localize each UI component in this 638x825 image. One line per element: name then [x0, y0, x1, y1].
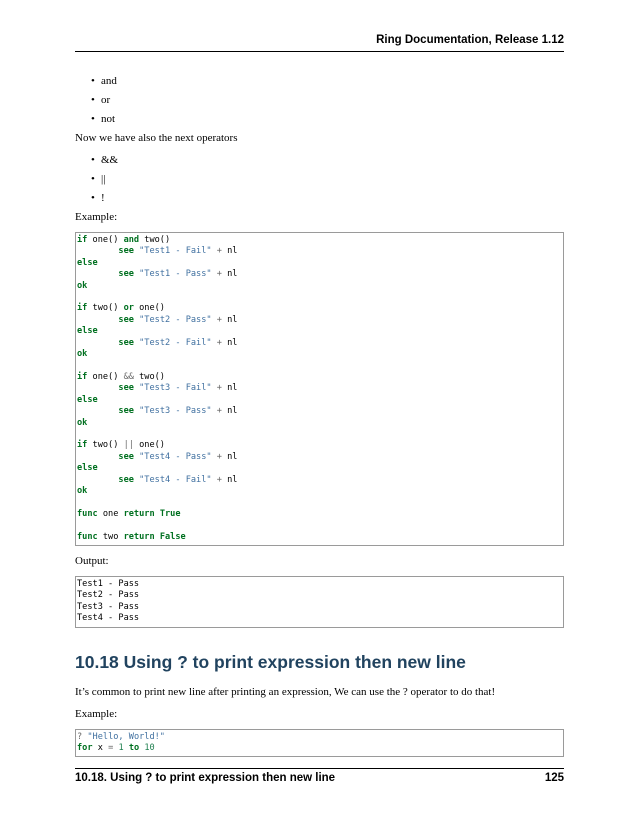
example-label: Example: — [75, 211, 118, 223]
code-line — [77, 520, 563, 531]
code-line: see "Test2 - Pass" + nl — [118, 314, 238, 325]
code-line: if two() or one() — [77, 303, 165, 314]
bullet-icon: • — [91, 75, 95, 87]
code-line: ok — [77, 280, 88, 291]
footer-divider — [75, 768, 564, 769]
code-line: see "Test4 - Pass" + nl — [118, 451, 238, 462]
code-line: ok — [77, 349, 88, 360]
paragraph-next-operators: Now we have also the next operators — [75, 132, 238, 144]
page-content — [75, 74, 564, 765]
output-label: Output: — [75, 554, 109, 567]
bullet-icon: • — [91, 154, 95, 166]
output-line: Test2 - Pass — [77, 590, 140, 601]
list-item: • and — [91, 75, 117, 87]
section-paragraph: It’s common to print new line after printing an expression, We can use the ? operator to do that! — [75, 685, 496, 698]
code-line: func two return False — [77, 531, 186, 542]
header-divider — [75, 51, 564, 52]
section-heading: 10.18 Using ? to print expression then new line — [75, 651, 466, 672]
code-line: for x = 1 to 10 — [77, 743, 155, 753]
page-footer — [75, 772, 564, 784]
bullet-icon: • — [91, 192, 95, 204]
list-item: • ! — [91, 192, 105, 204]
code-line: ? "Hello, World!" — [77, 731, 165, 742]
page-number: 125 — [544, 772, 564, 784]
bullet-icon: • — [91, 94, 95, 106]
code-line: see "Test3 - Pass" + nl — [118, 406, 238, 417]
list-item: • || — [91, 173, 106, 185]
bullet-list-operators-1 — [75, 74, 564, 126]
bullet-list-operators-2 — [75, 153, 564, 205]
code-line: see "Test1 - Pass" + nl — [118, 269, 238, 280]
code-line: if one() and two() — [77, 235, 171, 245]
output-line: Test4 - Pass — [77, 613, 140, 624]
footer-section-ref: 10.18. Using ? to print expression then new line — [75, 772, 336, 784]
code-line: ok — [77, 417, 88, 428]
code-line: ok — [77, 485, 88, 496]
list-item: • && — [91, 154, 119, 166]
example-label: Example: — [75, 707, 118, 720]
bullet-icon: • — [91, 113, 95, 125]
code-line: if two() || one() — [77, 440, 165, 451]
list-item: • or — [91, 94, 111, 106]
list-item: • not — [91, 113, 116, 125]
code-line: else — [77, 326, 98, 337]
code-line: else — [77, 257, 98, 268]
code-line: func one return True — [77, 508, 181, 519]
code-line — [77, 497, 563, 508]
code-line — [77, 292, 563, 303]
code-block-operators — [75, 232, 564, 546]
code-line — [77, 360, 563, 371]
page-header — [75, 34, 564, 50]
code-line: else — [77, 463, 98, 474]
output-line: Test1 - Pass — [77, 578, 140, 589]
code-line: see "Test2 - Fail" + nl — [118, 337, 238, 348]
bullet-icon: • — [91, 173, 95, 185]
code-line: else — [77, 394, 98, 405]
code-line: see "Test4 - Fail" + nl — [118, 474, 238, 485]
code-line: if one() && two() — [77, 371, 165, 382]
code-block-print-expression — [75, 729, 564, 758]
code-line: see "Test3 - Fail" + nl — [118, 383, 238, 394]
output-line: Test3 - Pass — [77, 601, 140, 612]
output-block — [75, 576, 564, 628]
code-line: see "Test1 - Fail" + nl — [118, 246, 238, 257]
code-line — [77, 429, 563, 440]
header-title: Ring Documentation, Release 1.12 — [376, 34, 564, 46]
